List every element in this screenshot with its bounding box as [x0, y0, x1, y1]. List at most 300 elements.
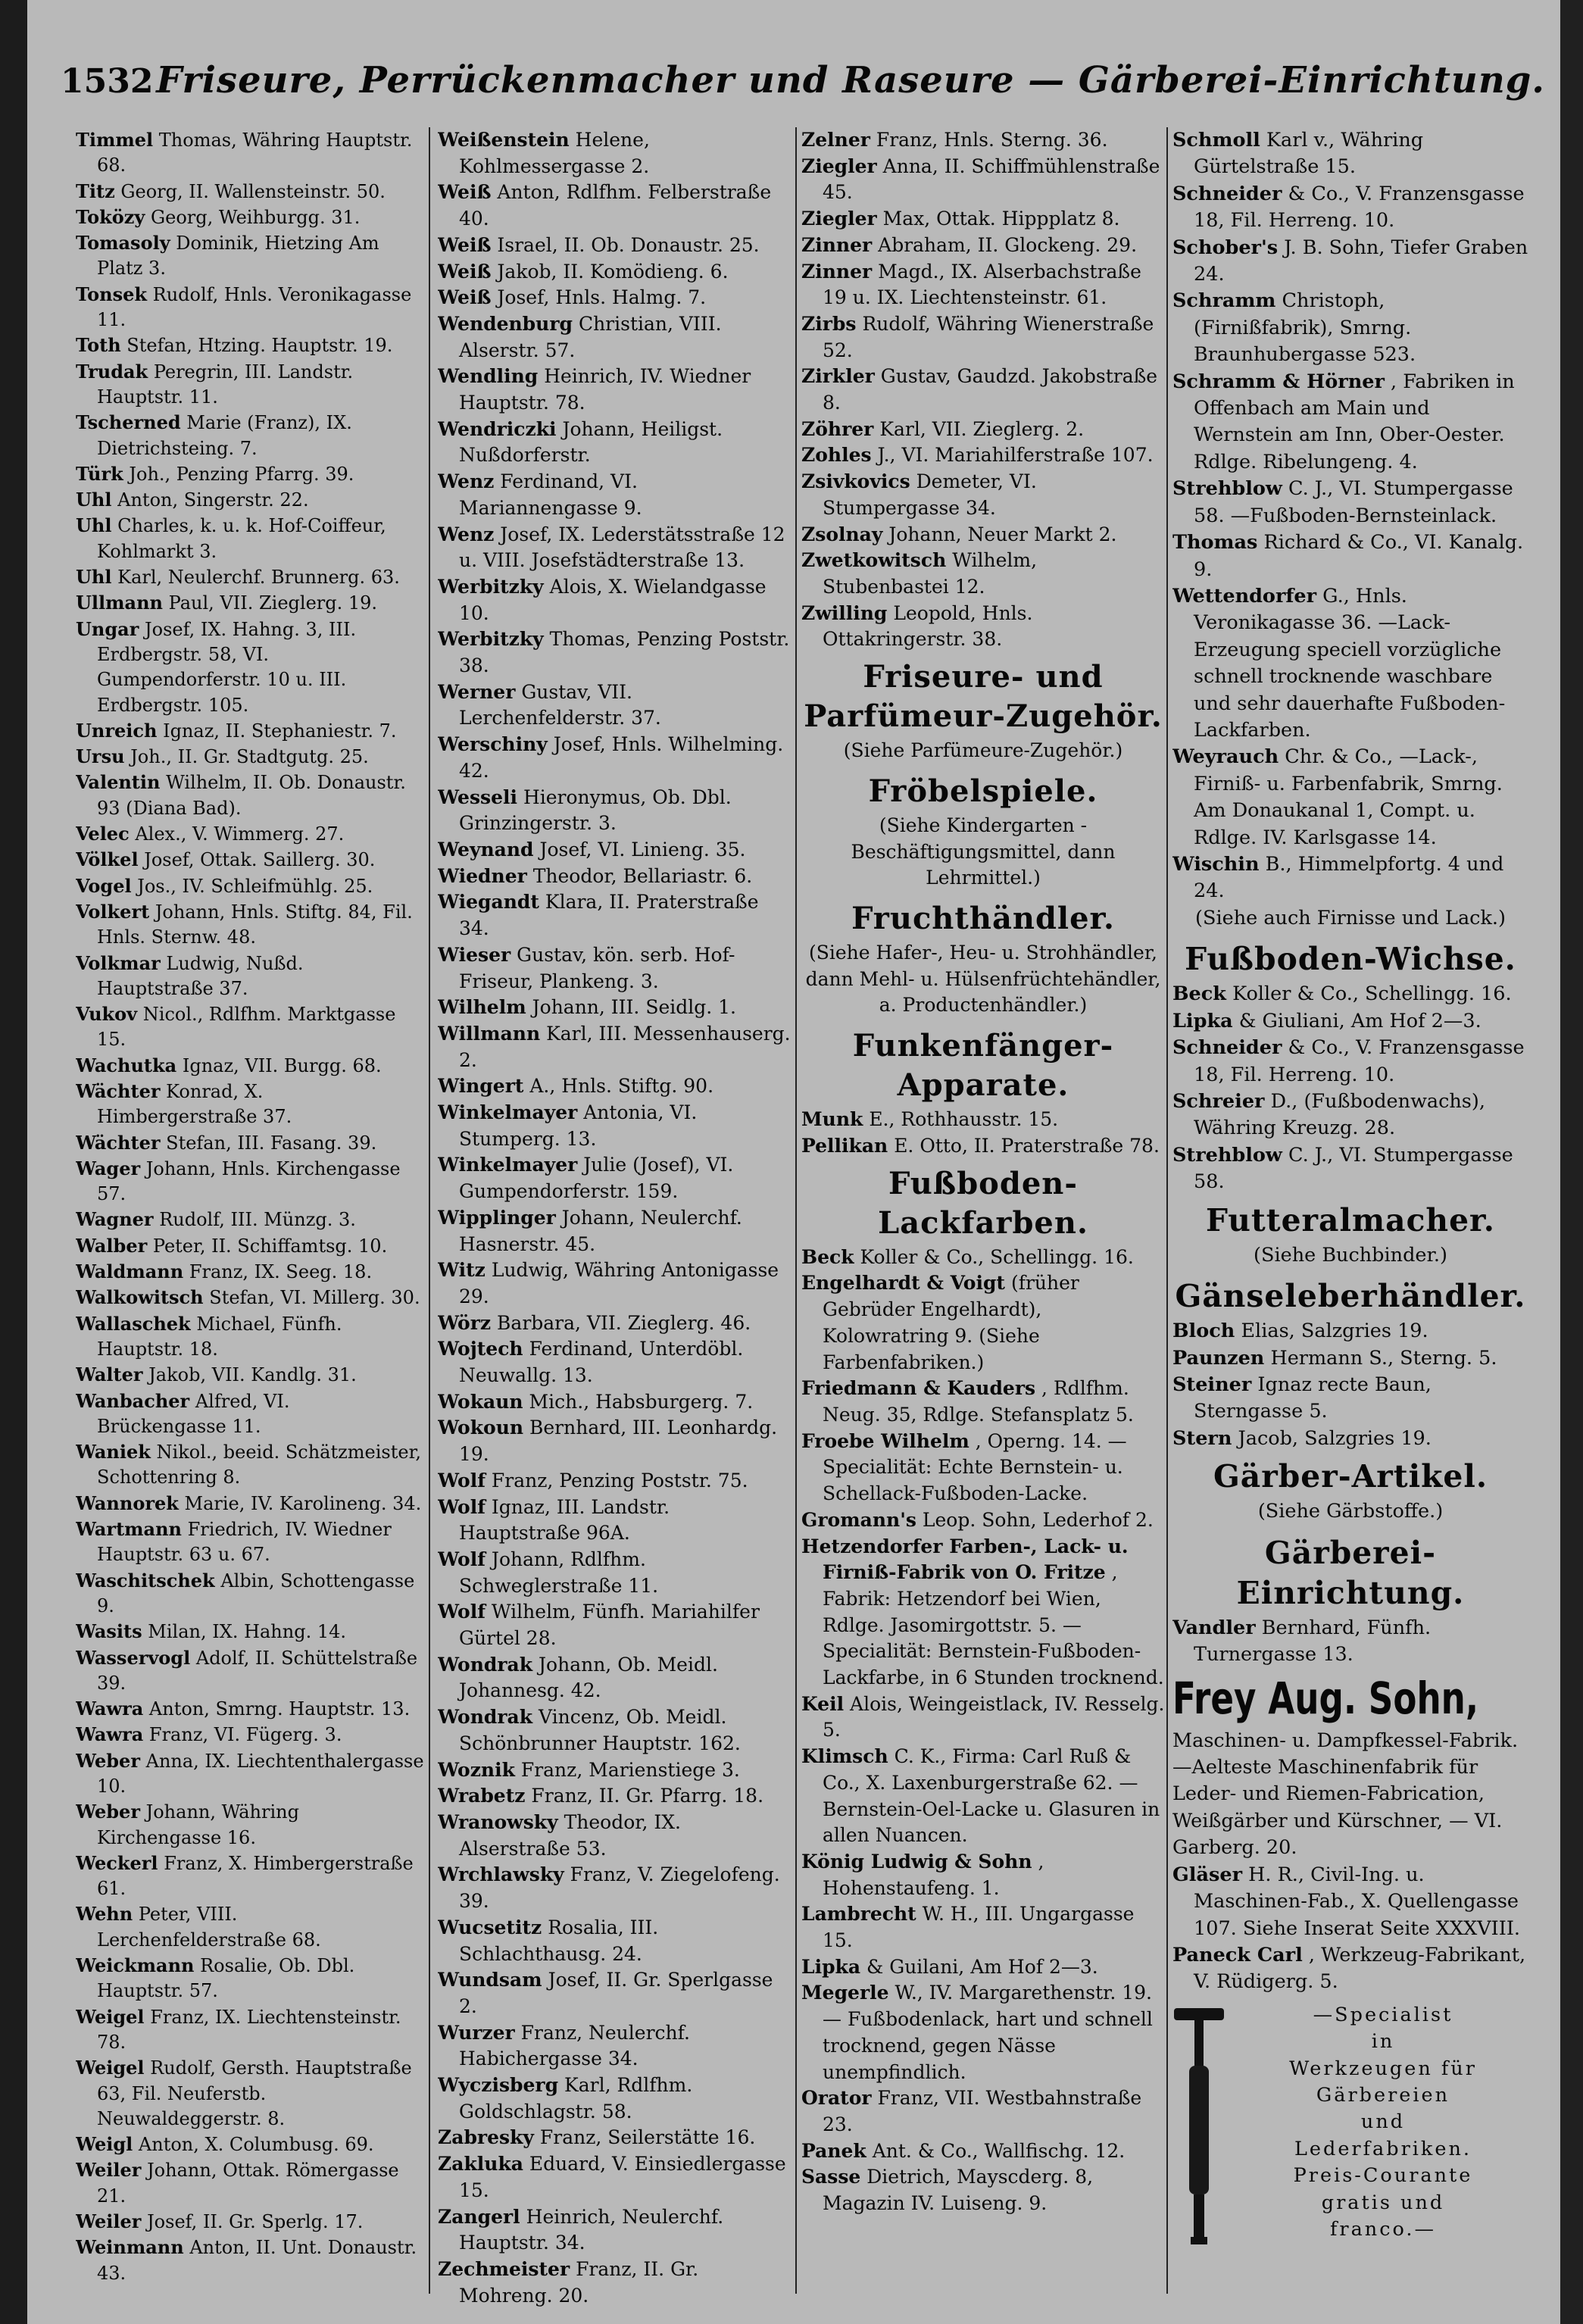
entry-name: Wawra	[76, 1698, 144, 1720]
directory-entry	[438, 1389, 794, 1416]
entry-name: Beck	[801, 1245, 854, 1268]
entry-address: Johann, Währing Kirchengasse 16.	[97, 1801, 299, 1848]
entry-address: Wilhelm, II. Ob. Donaustr. 93 (Diana Bad).	[97, 772, 406, 819]
entry-address: Hermann S., Sterng. 5.	[1270, 1346, 1497, 1370]
entry-address: Leop. Sohn, Lederhof 2.	[922, 1508, 1154, 1531]
advertisement-line: Lederfabriken.	[1294, 2137, 1472, 2160]
entry-address: Heinrich, IV. Wiedner Hauptstr. 78.	[459, 365, 751, 414]
directory-entry	[76, 1696, 424, 1722]
directory-entry	[438, 2151, 794, 2204]
directory-entry	[801, 601, 1165, 653]
directory-entry	[1172, 1426, 1528, 1452]
directory-entry	[438, 1810, 794, 1862]
entry-address: , Werkzeug-Fabrikant, V. Rüdigerg. 5.	[1194, 1943, 1526, 1994]
entry-name: Bloch	[1172, 1320, 1235, 1343]
directory-entry	[438, 2073, 794, 2125]
entry-name: Paneck Carl	[1172, 1943, 1303, 1966]
directory-entry	[438, 2125, 794, 2151]
entry-name: Wagner	[76, 1208, 154, 1231]
cross-reference-note: (Siehe Gärbstoffe.)	[1257, 1500, 1444, 1523]
entry-address: Georg, II. Wallensteinstr. 50.	[120, 180, 386, 202]
scraping-tool-icon	[1172, 2002, 1225, 2260]
cross-reference-note: (Siehe auch Firnisse und Lack.)	[1195, 906, 1506, 929]
entry-address: Alois, X. Wielandgasse 10.	[459, 575, 767, 624]
column-rule	[1166, 127, 1168, 2294]
directory-entry	[76, 1079, 424, 1130]
column-rule	[429, 127, 430, 2294]
directory-entry	[801, 1744, 1165, 1849]
entry-address: Christoph, (Firnißfabrik), Smrng. Braunhubergasse 523.	[1194, 289, 1416, 367]
entry-name: Lambrecht	[801, 1903, 916, 1926]
entry-name: Velec	[76, 823, 130, 845]
directory-entry	[76, 1619, 424, 1645]
entry-name: Weigl	[76, 2133, 133, 2156]
directory-entry	[76, 2004, 424, 2056]
entry-address: Stefan, Htzing. Hauptstr. 19.	[126, 335, 393, 357]
entry-name: Tonsek	[76, 283, 147, 305]
running-title: Friseure, Perrückenmacher und Raseure — Gärberei-Einrichtung.	[156, 59, 1545, 102]
directory-entry	[438, 469, 794, 521]
entry-address: J., VI. Mariahilferstraße 107.	[877, 444, 1154, 467]
directory-entry	[76, 2132, 424, 2157]
entry-address: Eduard, V. Einsiedlergasse 15.	[459, 2153, 786, 2201]
directory-entry	[438, 2257, 794, 2309]
cross-reference-note: (Siehe Hafer-, Heu- u. Strohhändler, dann Mehl- u. Hülsenfrüchtehändler, a. Productenhändler.)	[805, 942, 1161, 1017]
directory-entry	[438, 889, 794, 942]
directory-entry	[1172, 1089, 1528, 1142]
directory-entry	[1172, 1942, 1528, 1996]
directory-entry	[801, 1534, 1165, 1691]
entry-name: Volkert	[76, 900, 150, 923]
column-rule	[795, 127, 797, 2294]
directory-entry	[801, 1376, 1165, 1428]
directory-entry	[76, 1233, 424, 1259]
entry-name: Valentin	[76, 771, 161, 794]
entry-name: Zechmeister	[438, 2257, 570, 2280]
entry-address: Wilhelm, Stubenbastei 12.	[823, 549, 1038, 598]
directory-entry	[801, 364, 1165, 416]
entry-name: Weiler	[76, 2210, 142, 2233]
directory-entry	[76, 590, 424, 616]
entry-address: Jakob, VII. Kandlg. 31.	[148, 1364, 357, 1386]
directory-entry	[438, 1967, 794, 2019]
directory-entry	[1172, 288, 1528, 368]
directory-entry	[438, 679, 794, 732]
entry-name: Ullmann	[76, 592, 164, 614]
directory-entry	[801, 2085, 1165, 2138]
entry-address: Abraham, II. Glockeng. 29.	[878, 233, 1138, 256]
cross-reference-note: (Siehe Buchbinder.)	[1254, 1243, 1447, 1267]
entry-address: Peregrin, III. Landstr. Hauptstr. 11.	[97, 361, 354, 408]
entry-address: Joh., II. Gr. Stadtgutg. 25.	[130, 746, 369, 768]
directory-entry	[76, 847, 424, 873]
directory-entry	[1172, 1615, 1528, 1669]
section-heading: Fußboden-Wichse.	[1185, 941, 1516, 978]
entry-name: Weber	[76, 1749, 140, 1772]
directory-entry	[76, 1901, 424, 1953]
directory-entry	[76, 2209, 424, 2235]
entry-name: Zabresky	[438, 2126, 534, 2149]
entry-address: Nikol., beeid. Schätzmeister, Schottenring 8.	[97, 1442, 422, 1488]
entry-address: Josef, IX. Hahng. 3, III. Erdbergstr. 58, VI. Gumpendorferstr. 10 u. III. Erdbergstr. 105.	[97, 618, 357, 716]
entry-address: Adolf, II. Schüttelstraße 39.	[97, 1647, 418, 1694]
entry-address: Konrad, X. Himbergerstraße 37.	[97, 1080, 292, 1128]
entry-name: Walber	[76, 1234, 148, 1257]
directory-entry	[76, 1568, 424, 1620]
entry-address: Gustav, Gaudzd. Jakobstraße 8.	[823, 365, 1158, 414]
entry-name: Weiß	[438, 181, 492, 204]
entry-address: Josef, Ottak. Saillerg. 30.	[144, 849, 376, 871]
entry-address: Rudolf, III. Münzg. 3.	[159, 1209, 356, 1231]
entry-name: Titz	[76, 180, 115, 202]
entry-address: Gustav, VII. Lerchenfelderstr. 37.	[459, 680, 661, 729]
cross-reference-note: (Siehe Parfümeure-Zugehör.)	[843, 739, 1123, 762]
entry-address: & Giuliani, Am Hof 2—3.	[1238, 1009, 1482, 1032]
entry-address: Franz, II. Gr. Mohreng. 20.	[459, 2257, 699, 2307]
entry-name: Zangerl	[438, 2205, 520, 2228]
directory-entry	[438, 1257, 794, 1310]
entry-address: Vincenz, Ob. Meidl. Schönbrunner Hauptstr. 162.	[459, 1706, 741, 1754]
directory-entry	[76, 513, 424, 564]
entry-name: Orator	[801, 2087, 872, 2110]
entry-name: Wager	[76, 1157, 141, 1179]
column-3	[801, 127, 1165, 2309]
entry-name: Gromann's	[801, 1508, 916, 1531]
entry-address: Josef, VI. Linieng. 35.	[539, 838, 746, 861]
entry-address: & Co., V. Franzensgasse 18, Fil. Herreng. 10.	[1194, 1036, 1525, 1086]
directory-entry	[801, 1849, 1165, 1901]
advertisement-line: gratis und	[1321, 2191, 1445, 2214]
entry-name: Werbitzky	[438, 628, 544, 651]
entry-address: Josef, II. Gr. Sperlg. 17.	[147, 2211, 364, 2233]
entry-address: Joh., Penzing Pfarrg. 39.	[129, 463, 354, 485]
directory-entry	[801, 548, 1165, 600]
directory-entry	[1172, 235, 1528, 289]
entry-name: Wachutka	[76, 1054, 177, 1076]
entry-address: Koller & Co., Schellingg. 16.	[1232, 982, 1512, 1006]
entry-name: Toth	[76, 334, 121, 357]
entry-name: Tscherned	[76, 411, 181, 434]
advertisement-text: Maschinen- u. Dampfkessel-Fabrik. —Aelteste Maschinenfabrik für Leder- und Riemen-Fabrication, Weißgärber und Kürschner, — VI. Garberg. 20.	[1172, 1729, 1519, 1860]
entry-address: G., Hnls. Veronikagasse 36. —Lack-Erzeugung speciell vorzügliche schnell trocknende waschbare und sehr dauerhafte Fußboden-Lackfarben.	[1194, 584, 1506, 742]
page-number: 1532	[61, 62, 154, 101]
directory-entry	[438, 2020, 794, 2073]
entry-name: Beck	[1172, 982, 1226, 1006]
directory-entry	[801, 442, 1165, 469]
directory-entry	[801, 1107, 1165, 1133]
entry-name: Wingert	[438, 1075, 524, 1098]
entry-name: Waldmann	[76, 1260, 184, 1283]
entry-name: Waschitschek	[76, 1569, 215, 1592]
entry-name: Weiler	[76, 2159, 142, 2182]
entry-name: Sasse	[801, 2166, 861, 2188]
entry-name: Wokaun	[438, 1390, 523, 1413]
entry-name: Vukov	[76, 1003, 138, 1026]
directory-entry	[801, 1980, 1165, 2085]
entry-address: Karl, VII. Zieglerg. 2.	[879, 417, 1085, 440]
directory-entry	[438, 364, 794, 416]
entry-name: Winkelmayer	[438, 1154, 578, 1176]
entry-address: Karl, Neulerchf. Brunnerg. 63.	[117, 567, 400, 589]
entry-name: Timmel	[76, 129, 154, 151]
entry-name: Lipka	[1172, 1009, 1233, 1032]
entry-address: Anna, II. Schiffmühlenstraße 45.	[823, 155, 1160, 204]
directory-entry	[801, 1691, 1165, 1744]
entry-address: Milan, IX. Hahng. 14.	[148, 1621, 347, 1643]
entry-address: Rudolf, Hnls. Veronikagasse 11.	[97, 283, 412, 331]
directory-entry	[438, 1783, 794, 1810]
entry-address: Anton, Singerstr. 22.	[117, 489, 309, 511]
directory-entry	[76, 1001, 424, 1053]
directory-entry	[438, 2204, 794, 2257]
entry-address: C. K., Firma: Carl Ruß & Co., X. Laxenburgerstraße 62. —Bernstein-Oel-Lacke u. Glasuren in allen Nuancen.	[823, 1745, 1160, 1847]
entry-address: Josef, Hnls. Halmg. 7.	[497, 286, 707, 309]
directory-entry	[1172, 1345, 1528, 1372]
directory-entry	[76, 1285, 424, 1310]
entry-name: Unreich	[76, 719, 158, 742]
directory-entry	[438, 1652, 794, 1704]
directory-entry	[76, 1156, 424, 1207]
entry-address: Marie, IV. Karolineng. 34.	[184, 1492, 422, 1514]
entry-name: Schramm	[1172, 289, 1276, 313]
entry-address: Ferdinand, Unterdöbl. Neuwallg. 13.	[459, 1338, 744, 1387]
directory-entry	[801, 206, 1165, 233]
directory-entry	[438, 1152, 794, 1204]
entry-address: Johann, Rdlfhm. Schweglerstraße 11.	[459, 1548, 659, 1597]
directory-entry	[76, 282, 424, 333]
directory-entry	[438, 1495, 794, 1547]
entry-address: Heinrich, Neulerchf. Hauptstr. 34.	[459, 2205, 724, 2254]
entry-name: Zöhrer	[801, 417, 874, 440]
entry-address: Michael, Fünfh. Hauptstr. 18.	[97, 1313, 342, 1360]
entry-name: Walter	[76, 1363, 143, 1386]
entry-address: Franz, V. Ziegelofeng. 39.	[459, 1863, 780, 1913]
entry-name: Wasits	[76, 1620, 142, 1643]
entry-name: Pellikan	[801, 1134, 888, 1157]
entry-name: Vogel	[76, 874, 132, 897]
entry-address: Mich., Habsburgerg. 7.	[529, 1390, 754, 1413]
entry-address: Karl, III. Messenhauserg. 2.	[459, 1022, 791, 1071]
entry-name: Wojtech	[438, 1338, 523, 1360]
entry-name: Wondrak	[438, 1706, 533, 1729]
entry-name: Strehblow	[1172, 477, 1282, 501]
entry-name: Ziegler	[801, 208, 877, 230]
entry-address: H. R., Civil-Ing. u. Maschinen-Fab., X. Quellengasse 107. Siehe Inserat Seite XXXVIII.	[1194, 1863, 1520, 1940]
entry-name: Weickmann	[76, 1954, 195, 1977]
entry-address: Rudolf, Währing Wienerstraße 52.	[823, 312, 1154, 361]
directory-entry	[438, 285, 794, 311]
directory-entry	[76, 2235, 424, 2286]
entry-address: Theodor, IX. Alserstraße 53.	[459, 1811, 681, 1860]
directory-entry	[76, 359, 424, 411]
directory-entry	[438, 574, 794, 626]
directory-entry	[438, 1547, 794, 1599]
entry-name: Waniek	[76, 1441, 151, 1463]
entry-address: , Rdlfhm. Neug. 35, Rdlge. Stefansplatz 5.	[823, 1377, 1134, 1426]
directory-entry	[438, 1100, 794, 1152]
entry-address: Peter, II. Schiffamtsg. 10.	[152, 1235, 388, 1257]
entry-name: Wehn	[76, 1903, 133, 1926]
entry-name: Wartmann	[76, 1518, 182, 1541]
entry-name: Wipplinger	[438, 1206, 556, 1229]
entry-address: Thomas, Währing Hauptstr. 68.	[97, 130, 413, 176]
entry-address: D., (Fußbodenwachs), Währing Kreuzg. 28.	[1194, 1089, 1485, 1140]
scan-border-left	[0, 0, 27, 2324]
entry-address: Anton, II. Unt. Donaustr. 43.	[97, 2237, 417, 2284]
entry-name: Weigel	[76, 2057, 145, 2079]
directory-entry	[1172, 981, 1528, 1007]
entry-address: Alex., V. Wimmerg. 27.	[135, 823, 345, 845]
entry-address: Georg, Weihburgg. 31.	[150, 206, 361, 228]
entry-address: Franz, X. Himbergerstraße 61.	[97, 1852, 414, 1900]
directory-entry	[76, 205, 424, 230]
advertisement-line: Werkzeugen für	[1289, 2057, 1477, 2080]
entry-address: Bernhard, III. Leonhardg. 19.	[459, 1417, 778, 1466]
entry-address: Ignaz recte Baun, Sterngasse 5.	[1194, 1373, 1432, 1423]
advertisement-line: franco.—	[1329, 2217, 1437, 2241]
entry-name: Ungar	[76, 617, 139, 640]
directory-entry	[76, 1799, 424, 1851]
directory-entry	[1172, 583, 1528, 744]
directory-entry	[438, 311, 794, 364]
entry-address: , Hohenstaufeng. 1.	[823, 1850, 1044, 1899]
entry-name: Klimsch	[801, 1745, 888, 1768]
entry-name: Wucsetitz	[438, 1916, 542, 1938]
directory-entry	[438, 1862, 794, 1914]
entry-name: Wolf	[438, 1601, 486, 1623]
directory-entry	[76, 179, 424, 205]
entry-name: Zsivkovics	[801, 470, 910, 493]
entry-address: , Fabriken in Offenbach am Main und Wernstein am Inn, Ober-Oester. Rdlge. Ribelungeng. 4.	[1194, 370, 1515, 473]
entry-name: Wettendorfer	[1172, 584, 1317, 608]
entry-address: Josef, II. Gr. Sperlgasse 2.	[459, 1969, 773, 2017]
directory-entry	[76, 1491, 424, 1517]
entry-name: Schreier	[1172, 1089, 1265, 1113]
entry-address: Magd., IX. Alserbachstraße 19 u. IX. Liechtensteinstr. 61.	[823, 260, 1141, 309]
entry-address: & Co., V. Franzensgasse 18, Fil. Herreng. 10.	[1194, 182, 1525, 233]
directory-entry	[76, 899, 424, 951]
advertisement-line: Gärbereien	[1316, 2083, 1450, 2107]
entry-name: Schramm & Hörner	[1172, 370, 1385, 393]
entry-address: Klara, II. Praterstraße 34.	[459, 891, 759, 940]
directory-entry	[438, 626, 794, 679]
entry-address: Franz, Penzing Poststr. 75.	[491, 1469, 748, 1492]
entry-name: Gläser	[1172, 1863, 1243, 1886]
entry-address: Barbara, VII. Zieglerg. 46.	[497, 1311, 751, 1334]
entry-address: Peter, VIII. Lerchenfelderstraße 68.	[97, 1904, 321, 1951]
entry-address: Christian, VIII. Alserstr. 57.	[459, 312, 722, 361]
entry-name: Schober's	[1172, 236, 1279, 259]
entry-name: Wrchlawsky	[438, 1863, 564, 1886]
directory-entry	[801, 1429, 1165, 1507]
entry-name: Wörz	[438, 1311, 492, 1334]
entry-name: Uhl	[76, 566, 112, 589]
entry-name: Wolf	[438, 1469, 486, 1492]
entry-name: Wilhelm	[438, 996, 526, 1019]
entry-address: Koller & Co., Schellingg. 16.	[860, 1245, 1134, 1268]
entry-name: Wächter	[76, 1131, 161, 1154]
directory-entry	[1172, 529, 1528, 583]
entry-name: Megerle	[801, 1982, 889, 2004]
entry-address: Stefan, VI. Millerg. 30.	[209, 1287, 420, 1309]
entry-address: Theodor, Bellariastr. 6.	[532, 864, 753, 887]
entry-name: Willmann	[438, 1022, 541, 1045]
entry-name: Froebe Wilhelm	[801, 1429, 969, 1452]
entry-name: Weigel	[76, 2005, 145, 2028]
entry-address: Franz, VII. Westbahnstraße 23.	[823, 2087, 1142, 2135]
entry-address: Karl v., Währing Gürtelstraße 15.	[1194, 129, 1424, 179]
entry-address: Johann, Neuer Markt 2.	[888, 523, 1117, 545]
directory-entry	[438, 1415, 794, 1467]
section-heading: Fußboden-Lackfarben.	[878, 1165, 1088, 1241]
entry-name: Weckerl	[76, 1851, 158, 1874]
entry-name: Wendling	[438, 365, 539, 388]
directory-entry	[438, 127, 794, 180]
scan-border-right	[1560, 0, 1583, 2324]
entry-name: Türk	[76, 462, 123, 485]
entry-address: Johann, Ottak. Römergasse 21.	[97, 2160, 399, 2207]
entry-address: Gustav, kön. serb. Hof-Friseur, Plankeng. 3.	[459, 943, 735, 992]
directory-entry	[76, 1207, 424, 1232]
entry-name: Walkowitsch	[76, 1286, 204, 1309]
entry-name: Steiner	[1172, 1373, 1252, 1396]
entry-name: Stern	[1172, 1426, 1232, 1450]
directory-entry	[801, 1954, 1165, 1981]
entry-name: Weynand	[438, 838, 534, 861]
entry-address: Jakob, II. Komödieng. 6.	[497, 260, 729, 283]
entry-name: Wolf	[438, 1548, 486, 1570]
directory-entry	[801, 1245, 1165, 1271]
entry-address: Jacob, Salzgries 19.	[1238, 1426, 1432, 1450]
entry-address: Anton, Smrng. Hauptstr. 13.	[148, 1698, 411, 1720]
entry-name: Wiegandt	[438, 891, 539, 914]
entry-address: Johann, Heiligst. Nußdorferstr.	[459, 417, 723, 467]
page-header	[61, 59, 1545, 112]
directory-entry	[801, 259, 1165, 311]
tool-advertisement	[1172, 2002, 1528, 2260]
directory-entry	[801, 127, 1165, 154]
entry-address: Anton, X. Columbusg. 69.	[138, 2134, 374, 2156]
entry-address: Jos., IV. Schleifmühlg. 25.	[137, 875, 373, 897]
entry-name: Toközy	[76, 205, 145, 228]
section-heading: Gänseleberhändler.	[1175, 1278, 1526, 1315]
entry-address: Rudolf, Gersth. Hauptstraße 63, Fil. Neuferstb. Neuwaldeggerstr. 8.	[97, 2057, 412, 2129]
directory-entry	[1172, 1318, 1528, 1345]
directory-entry	[76, 1953, 424, 2004]
directory-entry	[801, 233, 1165, 259]
entry-address: Josef, IX. Lederstätsstraße 12 u. VIII. Josefstädterstraße 13.	[459, 523, 785, 572]
entry-address: Franz, IX. Seeg. 18.	[189, 1261, 373, 1283]
entry-address: Richard & Co., VI. Kanalg. 9.	[1194, 531, 1524, 581]
directory-entry	[76, 821, 424, 847]
entry-name: Zinner	[801, 260, 873, 283]
entry-address: Karl, Rdlfhm. Goldschlagstr. 58.	[459, 2074, 693, 2123]
entry-address: Rosalia, III. Schlachthausg. 24.	[459, 1916, 659, 1965]
entry-address: Dominik, Hietzing Am Platz 3.	[97, 233, 379, 280]
entry-address: A., Hnls. Stiftg. 90.	[529, 1075, 714, 1098]
directory-entry	[801, 2138, 1165, 2165]
entry-address: Johann, Hnls. Kirchengasse 57.	[97, 1157, 401, 1205]
entry-address: Paul, VII. Zieglerg. 19.	[168, 592, 378, 614]
directory-entry	[1172, 1142, 1528, 1196]
entry-address: E., Rothhausstr. 15.	[869, 1108, 1059, 1131]
entry-address: C. J., VI. Stumpergasse 58. —Fußboden-Bernsteinlack.	[1194, 477, 1513, 527]
entry-address: Friedrich, IV. Wiedner Hauptstr. 63 u. 67.	[97, 1519, 392, 1566]
entry-address: Ferdinand, VI. Mariannengasse 9.	[459, 470, 642, 519]
directory-entry	[801, 1270, 1165, 1376]
entry-name: Wiedner	[438, 864, 527, 887]
directory-entry	[801, 1901, 1165, 1954]
